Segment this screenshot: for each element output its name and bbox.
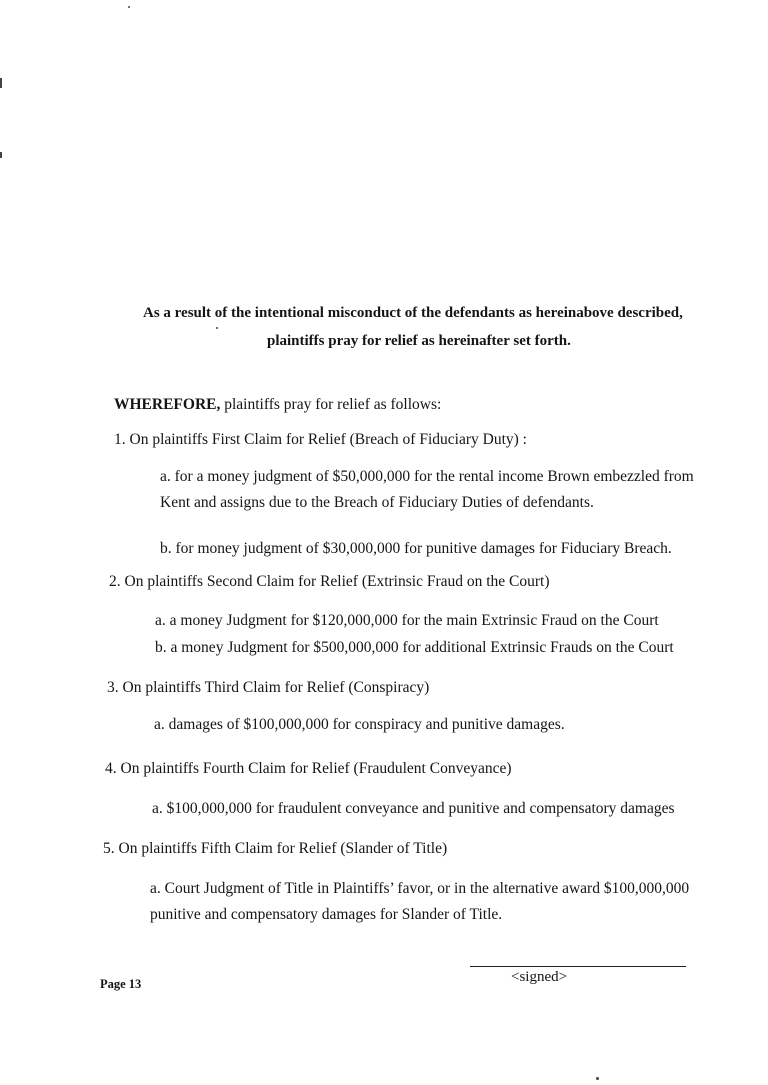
scan-edge-mark xyxy=(0,152,2,158)
page-number: Page 13 xyxy=(100,977,142,991)
claim-heading: 5. On plaintiffs Fifth Claim for Relief (Slander of Title) xyxy=(103,840,448,857)
prayer-text: plaintiffs pray for relief as follows: xyxy=(220,396,442,413)
claim-item: a. damages of $100,000,000 for conspiracy and punitive damages. xyxy=(154,716,565,733)
claim-heading: 4. On plaintiffs Fourth Claim for Relief (Fraudulent Conveyance) xyxy=(105,760,512,777)
claim-heading: 1. On plaintiffs First Claim for Relief (Breach of Fiduciary Duty) : xyxy=(114,431,527,448)
claim-item-continuation: punitive and compensatory damages for Slander of Title. xyxy=(150,906,503,923)
scan-edge-mark xyxy=(0,78,2,88)
claim-heading: 2. On plaintiffs Second Claim for Relief (Extrinsic Fraud on the Court) xyxy=(109,573,550,590)
signature-line xyxy=(470,966,686,967)
claim-item: a. Court Judgment of Title in Plaintiffs’ favor, or in the alternative award $100,000,000 xyxy=(150,880,690,897)
wherefore-label: WHEREFORE, xyxy=(114,396,221,413)
scan-speck xyxy=(128,6,130,8)
claim-heading: 3. On plaintiffs Third Claim for Relief (Conspiracy) xyxy=(107,679,430,696)
claim-item: a. $100,000,000 for fraudulent conveyance and punitive and compensatory damages xyxy=(152,800,675,817)
intro-line-2: plaintiffs pray for relief as hereinafter set forth. xyxy=(267,333,571,349)
signature: <signed> xyxy=(511,969,568,985)
claim-item-continuation: Kent and assigns due to the Breach of Fiduciary Duties of defendants. xyxy=(160,494,594,511)
scan-speck xyxy=(596,1077,599,1080)
intro-line-1: As a result of the intentional misconduct of the defendants as hereinabove described, xyxy=(143,305,683,321)
claim-item: b. a money Judgment for $500,000,000 for additional Extrinsic Frauds on the Court xyxy=(155,639,674,656)
prayer-line xyxy=(114,396,441,414)
claim-item: b. for money judgment of $30,000,000 for punitive damages for Fiduciary Breach. xyxy=(160,540,672,557)
scan-speck xyxy=(216,327,218,329)
claim-item: a. for a money judgment of $50,000,000 for the rental income Brown embezzled from xyxy=(160,468,694,485)
claim-item: a. a money Judgment for $120,000,000 for the main Extrinsic Fraud on the Court xyxy=(155,612,659,629)
